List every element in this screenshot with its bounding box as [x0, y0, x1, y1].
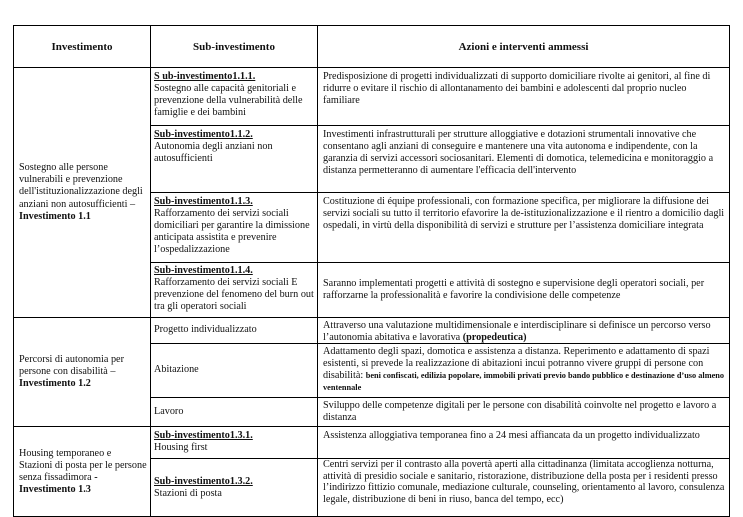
azione-text: Adattamento degli spazi, domotica e assistenza a distanza. Reperimento e adattamento di spazi esistenti, si prevede la realizzazione di abitazioni incui potranno vivere gruppi di persone con disabilità: — [323, 346, 710, 382]
sub-investimento-title: Sub-investimento1.3.2. — [154, 475, 253, 487]
investimento-code: - Investimento 1.3 — [19, 472, 98, 496]
azione-small: beni confiscati, edilizia popolare, immobili privati previo bando pubblico e destinazione d’uso almeno ventennale — [323, 371, 725, 393]
investimento-1-3 — [19, 427, 147, 517]
sub-investimento-1-3-2 — [154, 459, 315, 517]
row-divider — [150, 125, 729, 126]
investimento-code: Investimento 1.1 — [19, 210, 91, 222]
sub-investimento-desc: Housing first — [154, 442, 208, 454]
azione-1-1-4 — [323, 263, 725, 317]
sub-investimento-1-1-3 — [154, 196, 315, 256]
sub-investimento-title: Sub-investimento1.1.3. — [154, 196, 253, 207]
sub-investimento-desc: Sostegno alle capacità genitoriali e prevenzione della vulnerabilità delle famiglie e dei bambini — [154, 83, 303, 119]
sub-investimento-desc: Autonomia degli anziani non autosufficienti — [154, 141, 273, 165]
header-investimento: Investimento — [51, 40, 113, 53]
azione-abitazione — [323, 346, 725, 394]
azione-bold: (propedeutica) — [462, 332, 527, 344]
sub-investimento-title: S ub-investimento1.1.1. — [154, 71, 256, 82]
column-divider — [317, 26, 318, 516]
azione-lavoro: Sviluppo delle competenze digitali per le persone con disabilità coinvolte nel progetto e lavoro a distanza — [323, 400, 717, 424]
column-divider — [150, 26, 151, 516]
sub-investimento-abitazione — [154, 344, 315, 397]
sub-investimento-1-1-2 — [154, 129, 315, 165]
sub-investimento-desc: Stazioni di posta — [154, 488, 222, 499]
table-header — [14, 26, 729, 68]
sub-investimento-desc: Lavoro — [154, 405, 184, 417]
azione-1-3-1: Assistenza alloggiativa temporanea fino a 24 mesi affiancata da un progetto individualizzato — [323, 430, 700, 441]
azione-1-1-3: Costituzione di équipe professionali, con formazione specifica, per migliorare la diffusione dei servizi sociali su tutto il territorio efavorire la de-istituzionalizzazione e il rientro a domicilio dagli ospedali, in virtù della disponibilità di servizi e strutture per l’assistenza domiciliare integrata — [323, 196, 725, 232]
azione-1-1-2: Investimenti infrastrutturali per strutture alloggiative e dotazioni strumentali innovative che consentano agli anziani di conseguire e mantenere una vita autonoma e indipendente, con la garanzia di servizi accessori sociosanitari. Elementi di domotica, telemedicina e monitoraggio a distanza permetteranno di aumentare l'efficacia dell'intervento — [323, 129, 714, 177]
investimento-1-2 — [19, 318, 147, 426]
sub-investimento-lavoro — [154, 398, 315, 426]
azione-text: Attraverso una valutazione multidimensionale e interdisciplinare si definisce un percorso verso l’autonomia abitativa e lavorativa — [323, 320, 711, 344]
investimento-code: Investimento 1.2 — [19, 378, 91, 390]
investimento-text: Percorsi di autonomia per persone con disabilità – — [19, 353, 124, 377]
sub-investimento-progetto — [154, 318, 315, 343]
row-divider — [150, 192, 729, 193]
header-azioni: Azioni e interventi ammessi — [458, 40, 589, 53]
sub-investimento-1-1-1 — [154, 71, 315, 119]
azione-1-3-2: Centri servizi per il contrasto alla povertà aperti alla cittadinanza (limitata accoglienza notturna, attività di presidio sociale e sanitario, ristorazione, distribuzione della posta per i residenti presso l’indirizzo fittizio comunale, mediazione culturale, counseling, orientamento al lavoro, consulenza legale, distribuzione di beni in riuso, banca del tempo, ecc) — [323, 459, 725, 505]
header-sub-investimento: Sub-investimento — [193, 40, 275, 53]
sub-investimento-title: Sub-investimento1.1.2. — [154, 129, 253, 140]
investimento-1-1 — [19, 68, 147, 317]
sub-investimento-title: Sub-investimento1.1.4. — [154, 265, 253, 276]
azione-1-1-1: Predisposizione di progetti individualizzati di supporto domiciliare rivolte ai genitori, al fine di ridurre o evitare il rischio di allontanamento dei bambini e adolescenti dal proprio nucleo familiare — [323, 71, 711, 107]
sub-investimento-desc: Rafforzamento dei servizi sociali domiciliari per garantire la dimissione anticipata assistita e prevenire l’ospedalizzazione — [154, 208, 310, 256]
azione-text: Saranno implementati progetti e attività di sostegno e supervisione degli operatori sociali, per rafforzarne la professionalità e favorire la condivisione delle competenze — [323, 277, 705, 301]
investment-table — [13, 25, 730, 517]
investimento-text: Sostegno alle persone vulnerabili e prevenzione dell'istituzionalizzazione degli anziani non autosufficienti – — [19, 162, 143, 210]
sub-investimento-1-3-1 — [154, 430, 315, 454]
sub-investimento-desc: Abitazione — [154, 364, 199, 376]
sub-investimento-title: Sub-investimento1.3.1. — [154, 430, 253, 441]
investimento-text: Housing temporaneo e Stazioni di posta per le persone senza fissadimora — [19, 447, 147, 483]
sub-investimento-desc: Progetto individualizzato — [154, 324, 257, 336]
sub-investimento-1-1-4 — [154, 265, 315, 313]
sub-investimento-desc: Rafforzamento dei servizi sociali E prevenzione del fenomeno del burn out tra gli operatori sociali — [154, 277, 314, 313]
azione-progetto — [323, 320, 725, 344]
